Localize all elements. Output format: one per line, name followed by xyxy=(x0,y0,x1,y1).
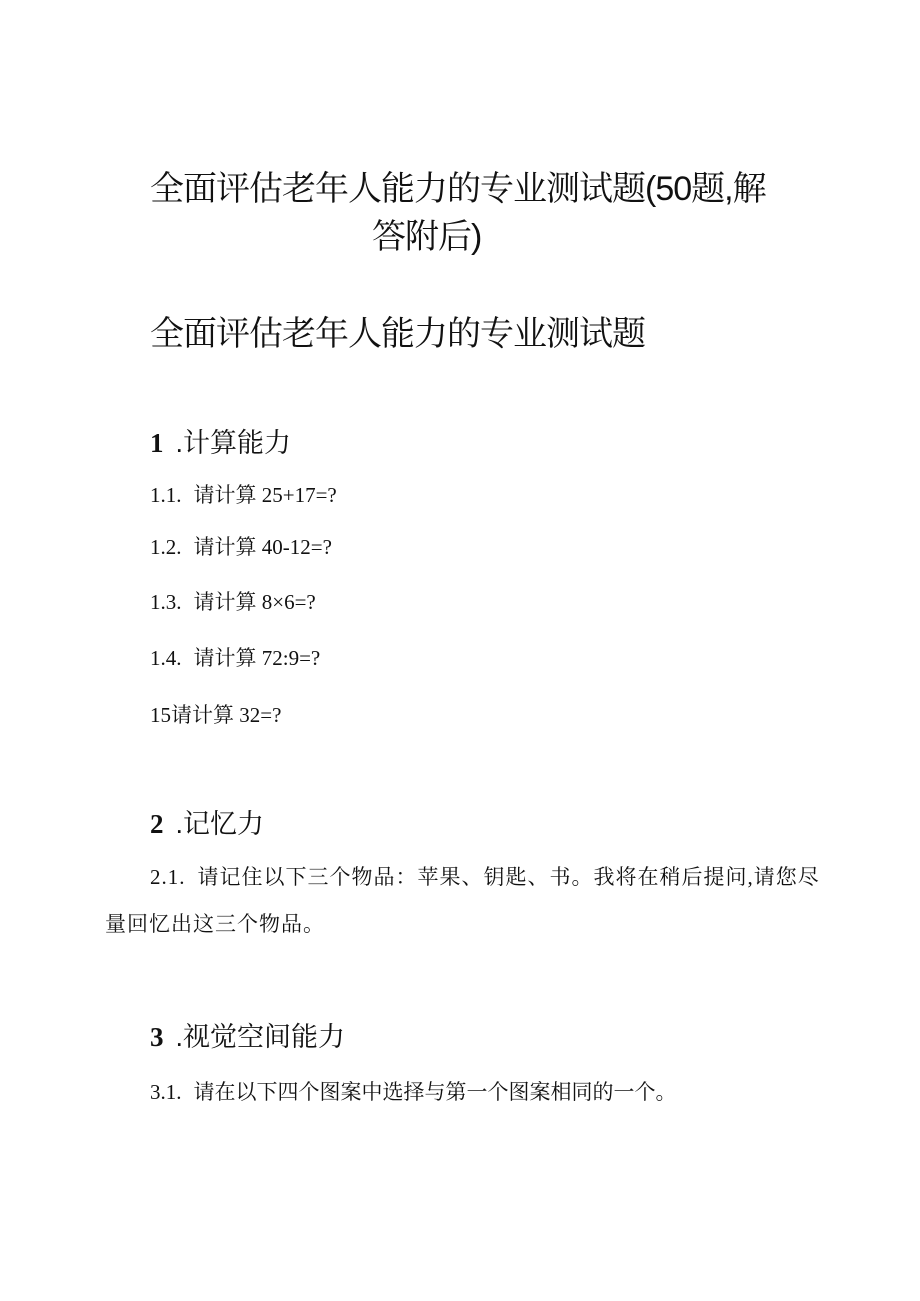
document-subtitle: 全面评估老年人能力的专业测试题 xyxy=(150,315,645,353)
question-item xyxy=(150,587,316,617)
question-number: 1.2. xyxy=(150,535,182,559)
question-text: 请计算 8×6=? xyxy=(193,590,316,614)
section-title: .记忆力 xyxy=(175,809,265,839)
section-title: .视觉空间能力 xyxy=(175,1022,346,1052)
question-number: 1.1. xyxy=(150,483,182,507)
question-number: 2.1. xyxy=(150,865,186,889)
section-heading-memory xyxy=(150,806,264,842)
question-item xyxy=(150,700,281,730)
question-number: 1.4. xyxy=(150,646,182,670)
question-item xyxy=(150,643,320,673)
question-text: 请计算 32=? xyxy=(171,703,282,727)
question-number: 1.3. xyxy=(150,590,182,614)
question-text: 请记住以下三个物品：苹果、钥匙、书。我将在稍后提问,请您尽量回忆出这三个物品。 xyxy=(105,865,820,936)
question-text: 请计算 25+17=? xyxy=(193,483,337,507)
question-item xyxy=(150,1077,677,1107)
section-number: 1 xyxy=(150,428,164,458)
section-title: .计算能力 xyxy=(175,428,292,458)
question-item xyxy=(150,532,332,562)
question-item xyxy=(105,854,825,948)
question-text: 请计算 72:9=? xyxy=(193,646,321,670)
section-number: 3 xyxy=(150,1022,164,1052)
question-text: 请计算 40-12=? xyxy=(193,535,332,559)
document-title-line2: 答附后) xyxy=(372,218,482,256)
question-text: 请在以下四个图案中选择与第一个图案相同的一个。 xyxy=(193,1080,677,1104)
section-heading-visual-spatial xyxy=(150,1019,345,1055)
question-number: 15 xyxy=(150,703,171,727)
question-number: 3.1. xyxy=(150,1080,182,1104)
document-title-line1: 全面评估老年人能力的专业测试题(50题,解 xyxy=(150,170,766,208)
section-number: 2 xyxy=(150,809,164,839)
section-heading-calculation xyxy=(150,425,291,461)
question-item xyxy=(150,480,337,510)
document-title xyxy=(150,165,800,261)
